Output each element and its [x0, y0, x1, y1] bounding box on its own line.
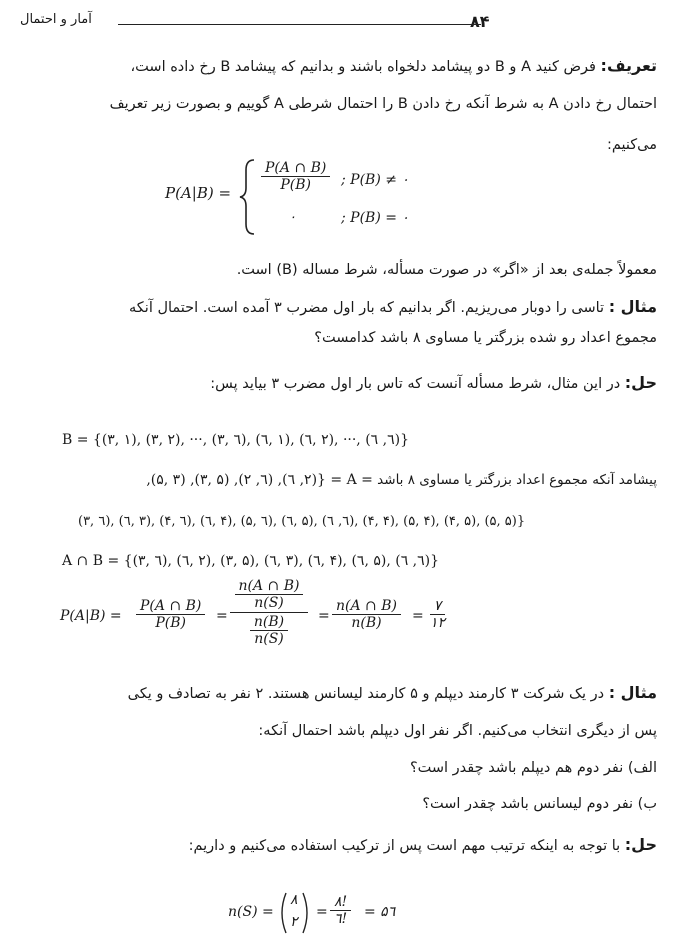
compound-bar [230, 612, 308, 613]
definition-text-1: فرض کنید A و B دو پیشامد دلخواه باشند و بدانیم که پیشامد B رخ داده است، [130, 59, 596, 75]
example1-line-1 [129, 297, 657, 316]
set-a-description: پیشامد آنکه مجموع اعداد بزرگتر یا مساوی ۸ باشد [377, 472, 657, 488]
fraction-1-denominator: P(B) [155, 615, 186, 631]
example2-line-1 [128, 683, 657, 702]
factorial-numerator: ۸! [330, 894, 351, 911]
ns-result: = ۵٦ [364, 904, 396, 920]
question-b: ب) نفر دوم لیسانس باشد چقدر است؟ [422, 796, 657, 812]
fraction-3-denominator: n(B) [351, 615, 382, 631]
computation-fraction-1 [136, 598, 205, 631]
definition-label: تعریف: [600, 56, 657, 75]
solution-label-2: حل: [624, 835, 657, 854]
question-a: الف) نفر دوم هم دیپلم باشد چقدر است؟ [409, 760, 657, 776]
binomial-bottom: ۲ [290, 914, 298, 930]
example2-text-2: پس از دیگری انتخاب می‌کنیم. اگر نفر اول دیپلم باشد احتمال آنکه: [258, 723, 657, 739]
factorial-denominator: ٦! [334, 911, 348, 927]
conditional-probability-formula [165, 158, 465, 236]
compound-top-numerator: n(A ∩ B) [235, 578, 304, 595]
intersection-set: A ∩ B = {(۳, ٦), (٦, ۲), (۳, ۵), (٦, ۳), (٦, ۴), (٦, ۵), (٦, ٦)} [62, 553, 440, 569]
computation-fraction-3 [332, 598, 401, 631]
equals-1: = [216, 608, 228, 624]
formula-condition-2: ; P(B) = ۰ [341, 210, 409, 226]
computation-result [426, 598, 449, 631]
sample-space-formula [228, 890, 428, 938]
equals-3: = [412, 608, 424, 624]
example2-label: مثال : [608, 683, 657, 702]
formula-denominator: P(B) [280, 177, 311, 193]
example1-label: مثال : [608, 297, 657, 316]
fraction-3-numerator: n(A ∩ B) [332, 598, 401, 615]
formula-fraction [261, 160, 330, 193]
equals-2: = [318, 608, 330, 624]
example1-text-2: مجموع اعداد رو شده بزرگتر یا مساوی ۸ باشد کدامست؟ [314, 330, 657, 346]
fraction-1-numerator: P(A ∩ B) [136, 598, 205, 615]
header-rule [118, 24, 481, 25]
note-text: معمولاً جمله‌ی بعد از «اگر» در صورت مسأله، شرط مساله (B) است. [236, 262, 657, 278]
result-numerator: ۷ [430, 598, 446, 615]
formula-lhs: P(A|B) = [165, 184, 232, 202]
definition-text-3: می‌کنیم: [606, 137, 657, 153]
right-paren [302, 892, 311, 934]
computation-lhs: P(A|B) = [60, 608, 122, 624]
compound-bottom-denominator: n(S) [254, 631, 284, 647]
solution-label: حل: [624, 373, 657, 392]
solution-text: در این مثال، شرط مسأله آنست که تاس بار اول مضرب ۳ بیاید پس: [210, 376, 621, 392]
set-a-elements-2: (۳, ٦), (٦, ۳), (۴, ٦), (٦, ۴), (۵, ٦), (٦, ۵), (٦, ٦), (۴, ۴), (۵, ۴), (۴, ۵), (۵, ۵)} [78, 514, 526, 529]
example1-solution [210, 373, 657, 392]
set-b: B = {(۳, ۱), (۳, ۲), ···, (۳, ٦), (٦, ۱), (٦, ۲), ···, (٦, ٦)} [62, 432, 410, 448]
compound-bottom-numerator: n(B) [250, 614, 288, 631]
example2-solution [189, 835, 657, 854]
solution-text-2: با توجه به اینکه ترتیب مهم است پس از ترکیب استفاده می‌کنیم و داریم: [188, 838, 621, 854]
computation-compound-fraction [230, 578, 308, 647]
compound-top-denominator: n(S) [254, 595, 284, 611]
running-title: آمار و احتمال [20, 12, 92, 27]
definition-line-1 [131, 56, 658, 75]
factorial-fraction [330, 894, 351, 927]
conditional-probability-computation [60, 578, 480, 662]
ns-equals: = [316, 904, 328, 920]
result-denominator: ۱۲ [430, 615, 446, 631]
formula-zero: ۰ [289, 210, 296, 225]
compound-top [235, 578, 304, 611]
set-a-elements-1: = A = {(۲, ٦), (٦, ۲), (۳, ۵), (۵, ۳), [146, 472, 373, 488]
left-brace [239, 158, 257, 236]
ns-lhs: n(S) = [228, 904, 274, 920]
page-number: ۸۴ [470, 12, 490, 31]
left-paren [278, 892, 287, 934]
definition-text-2: احتمال رخ دادن A به شرط آنکه رخ دادن B را احتمال شرطی A گوییم و بصورت زیر تعریف [109, 96, 657, 112]
formula-condition-1: ; P(B) ≠ ۰ [341, 172, 409, 188]
example2-text-1: در یک شرکت ۳ کارمند دیپلم و ۵ کارمند لیسانس هستند. ۲ نفر به تصادف و یکی [127, 686, 605, 702]
example1-text-1: تاسی را دوبار می‌ریزیم. اگر بدانیم که بار اول مضرب ۳ آمده است. احتمال آنکه [129, 300, 605, 316]
binomial-top: ۸ [290, 892, 298, 908]
compound-bottom [250, 614, 288, 647]
formula-numerator: P(A ∩ B) [261, 160, 330, 177]
set-a-line-1 [146, 472, 657, 488]
